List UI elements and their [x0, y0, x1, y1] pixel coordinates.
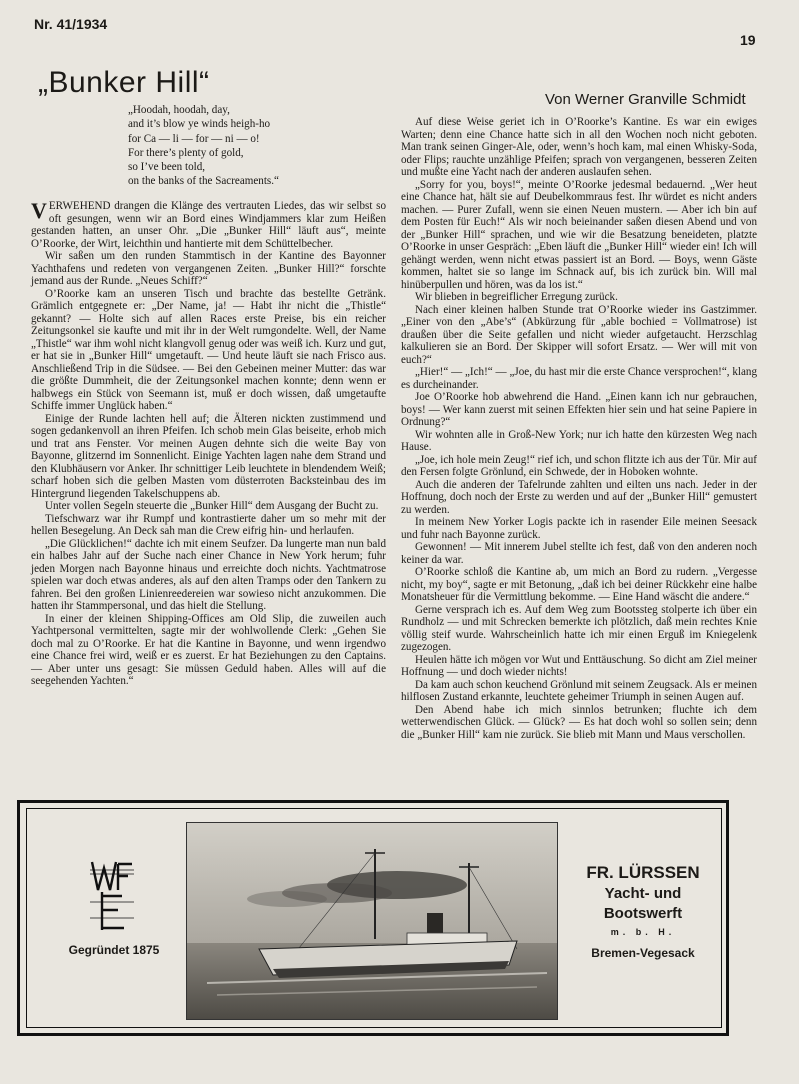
paragraph: Gerne versprach ich es. Auf dem Weg zum Bootssteg stolperte ich über ein Rundholz — und mit Schrecken bemerkte ich plötzlich, daß mein rechtes Knie völlig steif wurde. Wahrscheinlich hatte ich mir einen Erguß im Kniegelenk zugezogen.	[401, 603, 757, 653]
paragraph: Heulen hätte ich mögen vor Wut und Enttäuschung. So dicht am Ziel meiner Hoffnung — und doch wieder nichts!	[401, 653, 757, 678]
verse-line: For there’s plenty of gold,	[128, 146, 244, 159]
paragraph: Unter vollen Segeln steuerte die „Bunker Hill“ dem Ausgang der Bucht zu.	[45, 500, 379, 512]
verse-line: so I’ve been told,	[128, 161, 206, 174]
shipyard-name-block	[568, 862, 718, 966]
issue-number: Nr. 41/1934	[34, 16, 108, 32]
company-type-line1: Yacht- und	[604, 885, 682, 902]
paragraph: O’Roorke schloß die Kantine ab, um mich an Bord zu rudern. „Vergesse nicht, my boy“, sagte er mit Betonung, „daß ich bei deiner Rückkehr eine halbe Monatsheuer für die Vermittlung bekomme. — Eine Hand wäscht die andere.“	[401, 566, 757, 603]
paragraph-text: ERWEHEND drangen die Klänge des vertrauten Liedes, das wir selbst so oft gesungen, wenn wir an Bord eines Windjammers klar zum Heißen gestanden hatten, an unser Ohr. „Die „Bunker Hill“ läuft aus“, meinte O’Roorke, der Wirt, leichthin und hantierte mit dem Schüttelbecher.	[31, 200, 386, 250]
verse-line: and it’s blow ye winds heigh-ho	[128, 118, 271, 131]
founded-year: Gegründet 1875	[68, 943, 160, 957]
paragraph: „Sorry for you, boys!“, meinte O’Roorke jedesmal bedauernd. „Wer heut eine Chance hat, hält sie auf Deubelkommraus fest. Ihr würdet es nicht anders machen. — Purer Zufall, wenn sie einen Neuen mustern. — Aber ich bin auf dem Posten für Euch!“ Als wir noch beieinander saßen diesen Abend und von der „Bunker Hill“ sprachen, und wie wir die Besatzung beneideten, platzte O’Roorke in unser Gespräch: „Eben läuft die „Bunker Hill“ wieder ein! Ich will gehängt werden, wenn nicht etwas passiert ist an Bord. — Boys, wenn Gäste kommen, haltet sie so lange im Schnack auf, bis ich zurück bin. Will mal hinüberpullen und hören, was da los ist.“	[401, 178, 757, 291]
paragraph: Joe O’Roorke hob abwehrend die Hand. „Einen kann ich nur gebrauchen, boys! — Wer kann zuerst mit seinen Effekten hier sein und hat seine Papiere in Ordnung?“	[401, 391, 757, 428]
paragraph: Wir blieben in begreiflicher Erregung zurück.	[415, 291, 618, 303]
company-location: Bremen-Vegesack	[591, 946, 695, 960]
paragraph: Wir wohnten alle in Groß-New York; nur ich hatte den kürzesten Weg nach Hause.	[401, 428, 757, 453]
article-author: Von Werner Granville Schmidt	[545, 91, 746, 108]
paragraph: In einer der kleinen Shipping-Offices am Old Slip, die zuweilen auch Yachtpersonal vermittelten, sagte mir der wohlwollende Clerk: „Gehen Sie doch mal zu O’Roorke. Er hat die Kantine in Bayonne, und wenn irgendwo eine Chance frei wird, weiß er es zuerst. Er hat Beziehungen zu den Captains. — Aber unter uns gesagt: Sie müssen Geduld haben. Alles will auf die seegehenden Yachten.“	[31, 612, 386, 687]
company-legal-form: m. b. H.	[610, 927, 676, 937]
paragraph: Tiefschwarz war ihr Rumpf und kontrastierte daher um so mehr mit der hellen Besegelung. An Deck sah man die Crew eifrig hin- und herlaufen.	[31, 512, 386, 537]
verse-line: „Hoodah, hoodah, day,	[128, 104, 230, 116]
drop-cap: V	[31, 198, 47, 223]
paragraph: Den Abend habe ich mich sinnlos betrunken; fluchte ich dem wetterwendischen Glück. — Glück? — Es hat doch wohl so sollen sein; denn die „Bunker Hill“ kam nie zurück. Sie blieb mit Mann und Maus verschollen.	[401, 703, 757, 741]
verse-line: on the banks of the Sacreaments.“	[128, 175, 279, 188]
paragraph: Da kam auch schon keuchend Grönlund mit seinem Zeugsack. Als er meinen hilflosen Zustand erkannte, leuchtete geheimer Triumph in seinen Augen auf.	[401, 678, 757, 703]
article-title: „Bunker Hill“	[38, 66, 210, 99]
right-column	[401, 116, 757, 741]
company-name: FR. LÜRSSEN	[586, 863, 700, 882]
paragraph	[31, 200, 386, 250]
paragraph: Wir saßen um den runden Stammtisch in der Kantine des Bayonner Yachthafens und redeten von vergangenen Zeiten. „Bunker Hill?“ forschte jemand aus der Runde. „Neues Schiff?“	[31, 250, 386, 287]
paragraph: „Joe, ich hole mein Zeug!“ rief ich, und schon flitzte ich aus der Tür. Mir auf den Fersen folgte Grönlund, ein Schwede, der in Hoboken wohnte.	[401, 453, 757, 478]
motor-yacht-photo	[186, 822, 558, 1020]
page-number: 19	[740, 32, 756, 48]
song-verse	[128, 103, 279, 189]
shipyard-logo-icon	[88, 856, 136, 934]
paragraph: Auch die anderen der Tafelrunde zahlten und eilten uns nach. Jeder in der Hoffnung, doch noch der Erste zu werden und auf der „Bunker Hill“ gemustert zu werden.	[401, 478, 757, 516]
paragraph: „Hier!“ — „Ich!“ — „Joe, du hast mir die erste Chance versprochen!“, klang es durcheinander.	[401, 366, 757, 391]
company-type-line2: Bootswerft	[603, 905, 683, 922]
left-column	[31, 200, 386, 688]
paragraph: Auf diese Weise geriet ich in O’Roorke’s Kantine. Es war ein ewiges Warten; denn eine Chance hatte sich in all den Wochen noch nicht geboten. Man trank seinen Ginger-Ale, oder, wenn’s hoch kam, mal einen Whisky-Soda, oder Flips; rauchte unzählige Pfeifen; sprach von vergangenen, besseren Zeiten und mußte eine Yacht nach der anderen auslaufen sehen.	[401, 116, 757, 178]
paragraph: In meinem New Yorker Logis packte ich in rasender Eile meinen Seesack und fuhr nach Bayonne zurück.	[401, 516, 757, 541]
paragraph: O’Roorke kam an unseren Tisch und brachte das bestellte Getränk. Grämlich entgegnete er: „Der Name, ja! — Habt ihr nicht die „Thistle“ gekannt? — Holte sich auf allen Races erste Preise, bis ein reicher Zeitungsonkel sie kaufte und mit ihr in der Welt rumgondelte. Well, der Name „Thistle“ war ihm wohl nicht klangvoll genug oder was weiß ich. Kurz und gut, er hat sie in „Bunker Hill“ umgetauft. — Und heute läuft sie nach Frisco aus. Anschließend Trip in die Südsee. — Bei den Gebeinen meiner Mutter: das war die größte Dummheit, die der Zeitungsonkel machen konnte; denn wenn er halbwegs ein Stück von Seemann ist, muß er doch wissen, daß umgetaufte Schiffe immer Unglück haben.“	[31, 287, 386, 412]
paragraph: „Die Glücklichen!“ dachte ich mit einem Seufzer. Da lungerte man nun bald ein halbes Jahr auf der Suche nach einer Chance in New York herum; fuhr jeden Morgen nach Bayonne hinaus und erreichte doch nichts. Yachtmatrose spielen war doch etwas anderes, als auf den alten Tramps oder den Tankern zu fahren. Bei den großen Linienreedereien war sowieso nicht anzukommen. Die hatten ihr Stammpersonal, und das hielt die Stellung.	[31, 537, 386, 612]
paragraph: Einige der Runde lachten hell auf; die Älteren nickten zustimmend und sogen gedankenvoll an ihren Pfeifen. Ich schob mein Glas beiseite, erhob mich und trat ans Fenster. Vor meinen Augen dehnte sich die weite Bay von Bayonne, glitzernd im Sonnenlicht. Einige Yachten lagen nahe dem Strand und den Klubhäusern vor Anker. Ihr schnittiger Leib leuchtete in blendendem Weiß; scharf hoben sich die gelben Masten vom düsterroten Backsteinbau des im Hintergrund liegenden Takelschuppens ab.	[31, 412, 386, 500]
verse-line: for Ca — li — for — ni — o!	[128, 132, 260, 145]
paragraph: Gewonnen! — Mit innerem Jubel stellte ich fest, daß von den anderen noch keiner da war.	[401, 541, 757, 566]
paragraph: Nach einer kleinen halben Stunde trat O’Roorke wieder ins Gastzimmer. „Einer von den „Abe’s“ (Abkürzung für „able bochied = Vollmatrose) ist draußen über die Seite gefallen und nicht wieder aufgetaucht. Herzschlag kalkulieren sie an Bord. Der Skipper will sofort Ersatz. — Wer will mit von euch?“	[401, 303, 757, 366]
